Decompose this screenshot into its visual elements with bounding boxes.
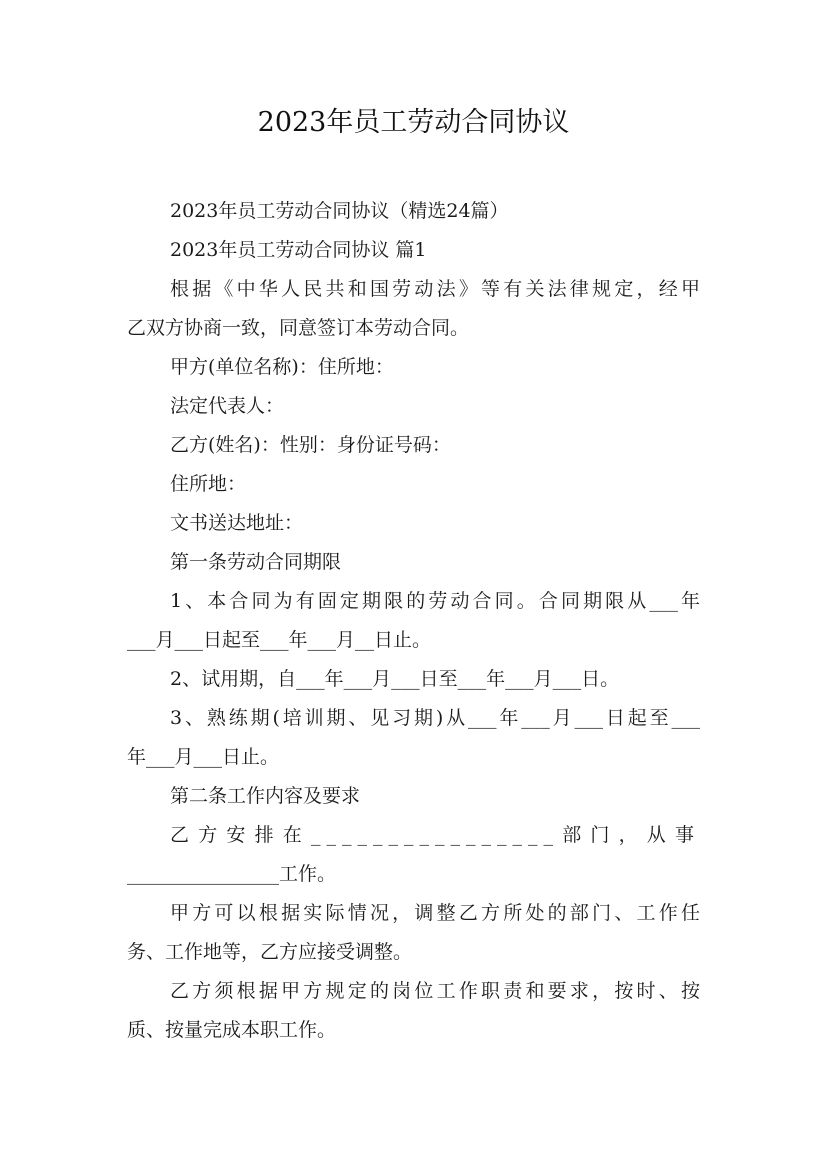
- paragraph-intro-line-1: 根据《中华人民共和国劳动法》等有关法律规定，经甲: [170, 278, 700, 300]
- field-residence: 住所地：: [170, 473, 247, 495]
- article-2-adjustment-line-2: 务、工作地等，乙方应接受调整。: [127, 941, 413, 963]
- document-title: 2023年员工劳动合同协议: [257, 107, 570, 138]
- field-party-b: 乙方(姓名)：性别：身份证号码：: [170, 434, 451, 456]
- article-2-duties-line-1: 乙方须根据甲方规定的岗位工作职责和要求，按时、按: [170, 980, 700, 1002]
- field-party-a: 甲方(单位名称)：住所地：: [170, 356, 394, 378]
- article-1-clause-1-line-2: ___月___日起至___年___月__日止。: [127, 629, 432, 651]
- paragraph-intro-line-2: 乙双方协商一致，同意签订本劳动合同。: [127, 317, 470, 339]
- article-2-assignment-line-2: ________________工作。: [127, 863, 337, 885]
- section-heading-part-1: 2023年员工劳动合同协议 篇1: [170, 239, 427, 261]
- article-1-clause-1-line-1: 1、本合同为有固定期限的劳动合同。合同期限从___年: [170, 590, 700, 612]
- field-legal-representative: 法定代表人：: [170, 395, 285, 417]
- article-1-clause-3-line-1: 3、熟练期(培训期、见习期)从___年___月___日起至___: [170, 707, 700, 729]
- article-2-assignment-line-1: 乙方安排在________________部门，从事: [170, 824, 700, 846]
- article-1-clause-3-line-2: 年___月___日止。: [127, 746, 280, 768]
- field-delivery-address: 文书送达地址：: [170, 512, 304, 534]
- article-1-clause-2: 2、试用期，自___年___月___日至___年___月___日。: [170, 668, 620, 690]
- article-2-duties-line-2: 质、按量完成本职工作。: [127, 1019, 337, 1041]
- article-2-adjustment-line-1: 甲方可以根据实际情况，调整乙方所处的部门、工作任: [170, 902, 700, 924]
- subtitle-selection-count: 2023年员工劳动合同协议（精选24篇）: [170, 200, 509, 222]
- article-1-heading: 第一条劳动合同期限: [170, 551, 342, 573]
- article-2-heading: 第二条工作内容及要求: [170, 785, 361, 807]
